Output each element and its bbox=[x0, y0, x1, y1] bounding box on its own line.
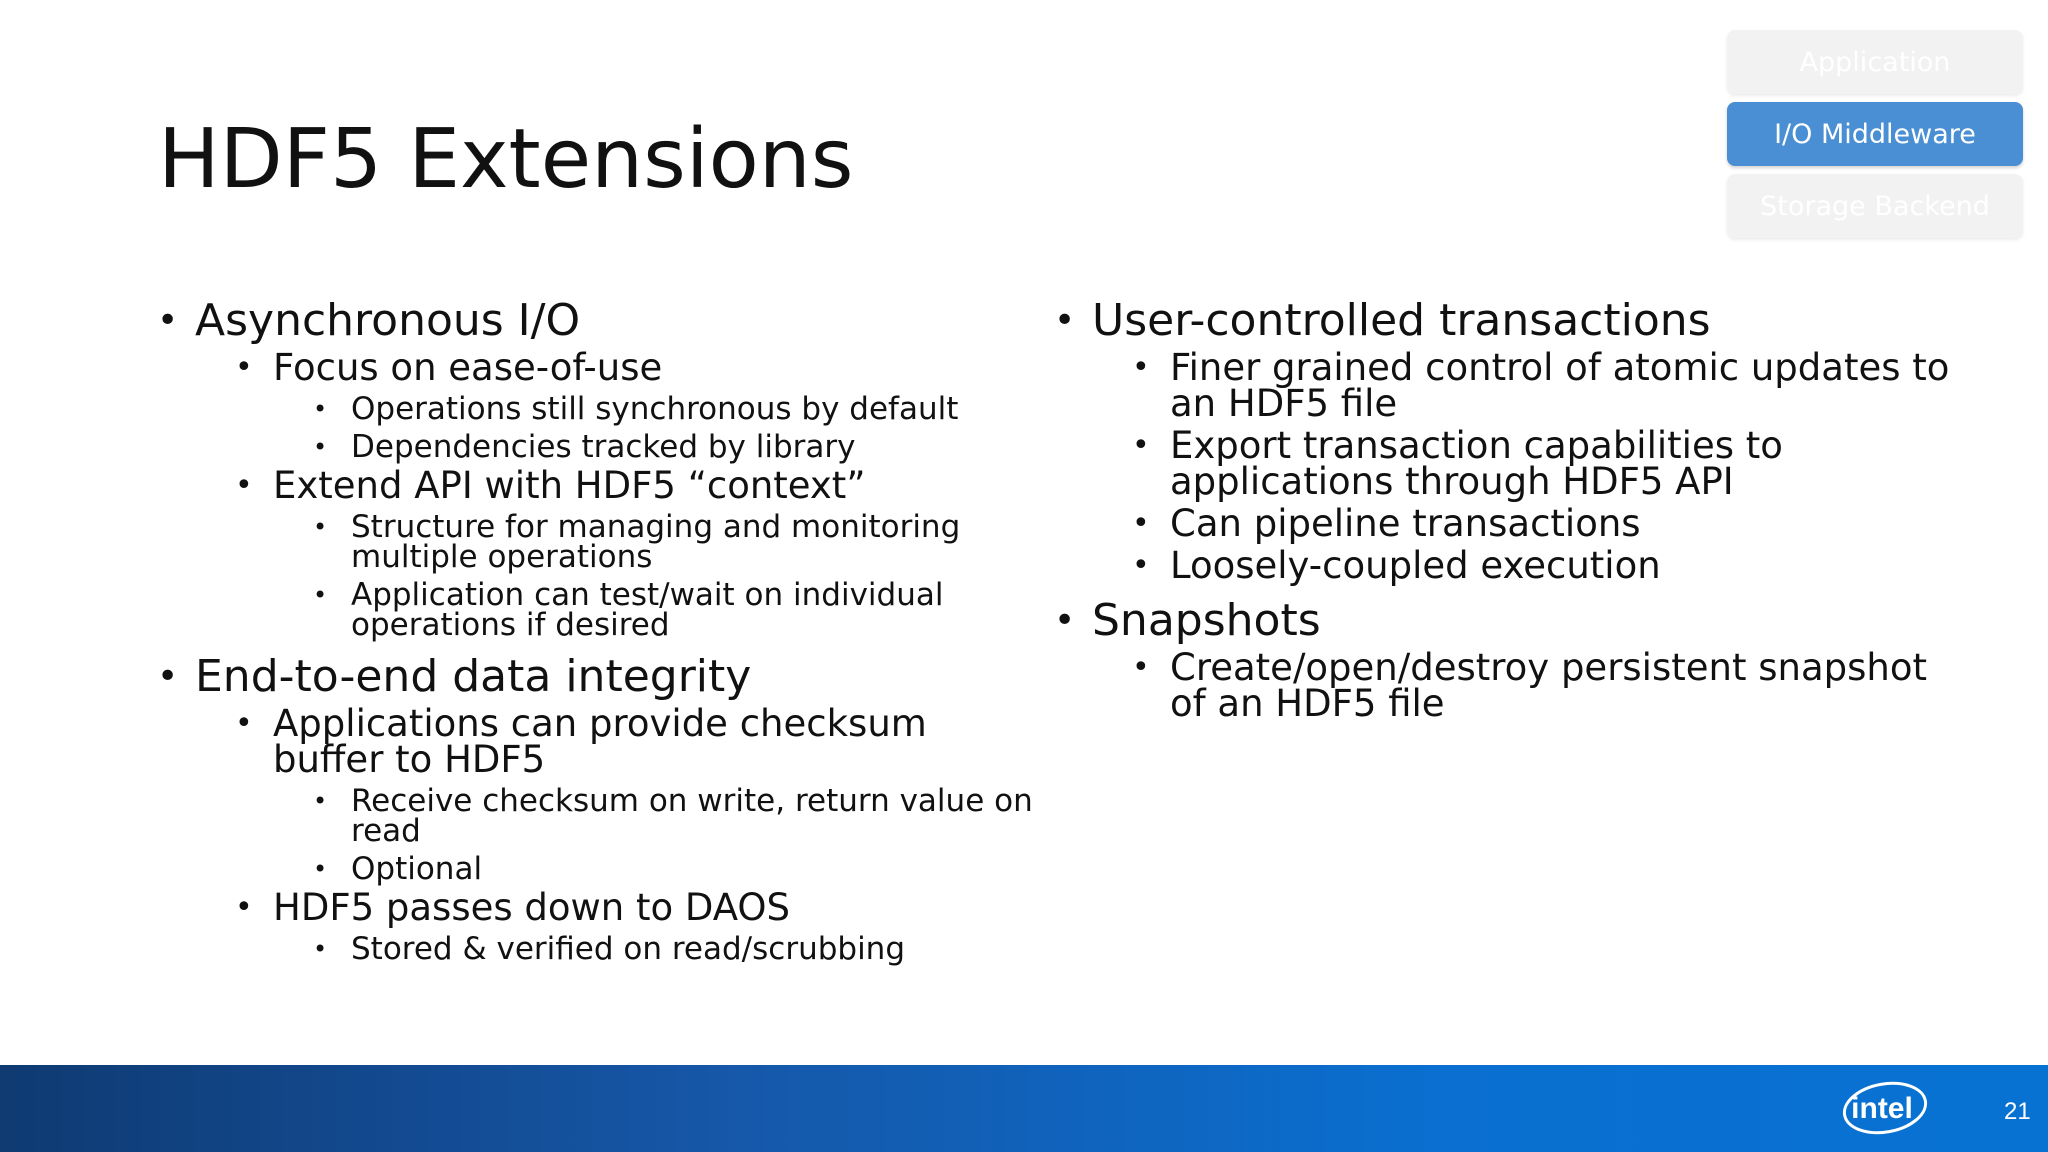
bullet-text: • Loosely-coupled execution bbox=[1170, 548, 1952, 584]
bullet-end-to-end-integrity bbox=[155, 651, 1035, 967]
bullet-text: • Export transaction capabilities to applications through HDF5 API bbox=[1170, 428, 1952, 500]
slide-title: HDF5 Extensions bbox=[158, 112, 854, 207]
bullet-item bbox=[1092, 646, 1952, 725]
sub-bullet-item bbox=[273, 931, 1035, 967]
stack-item-application: Application bbox=[1727, 30, 2023, 94]
bullet-text: • Applications can provide checksum buffer to HDF5 bbox=[273, 706, 1035, 778]
bullet-text: • Extend API with HDF5 “context” bbox=[273, 468, 1035, 504]
bullet-item bbox=[1092, 544, 1952, 587]
intel-logo bbox=[1840, 1078, 1930, 1140]
sub-bullet-item bbox=[273, 429, 1035, 465]
sub-bullet-text: • Operations still synchronous by default bbox=[351, 394, 1035, 424]
bullet-item bbox=[1092, 346, 1952, 425]
bullet-asynchronous-io bbox=[155, 295, 1035, 643]
sub-bullet-text: • Dependencies tracked by library bbox=[351, 432, 1035, 462]
sub-bullet-text: • Optional bbox=[351, 854, 1035, 884]
bullet-text: • Can pipeline transactions bbox=[1170, 506, 1952, 542]
page-number: 21 bbox=[2004, 1098, 2031, 1125]
sub-bullet-item bbox=[273, 509, 1035, 575]
sub-bullet-text: • Application can test/wait on individual operations if desired bbox=[351, 580, 1035, 640]
sub-bullet-item bbox=[273, 391, 1035, 427]
stack-item-io-middleware: I/O Middleware bbox=[1727, 102, 2023, 166]
sub-bullet-text: • Receive checksum on write, return value on read bbox=[351, 786, 1035, 846]
sub-bullet-item bbox=[273, 783, 1035, 849]
bullet-heading: • Snapshots bbox=[1092, 598, 1952, 644]
bullet-text: • Focus on ease-of-use bbox=[273, 350, 1035, 386]
bullet-text: • Create/open/destroy persistent snapshot of an HDF5 file bbox=[1170, 650, 1952, 722]
left-column bbox=[155, 295, 1035, 967]
bullet-text: • HDF5 passes down to DAOS bbox=[273, 890, 1035, 926]
bullet-item bbox=[1092, 424, 1952, 503]
intel-logo-text: intel bbox=[1851, 1092, 1913, 1125]
sub-bullet-text: • Structure for managing and monitoring multiple operations bbox=[351, 512, 1035, 572]
bullet-text: • Finer grained control of atomic updates to an HDF5 file bbox=[1170, 350, 1952, 422]
sub-bullet-text: • Stored & verified on read/scrubbing bbox=[351, 934, 1035, 964]
bullet-item bbox=[1092, 502, 1952, 545]
stack-item-storage-backend: Storage Backend bbox=[1727, 174, 2023, 238]
bullet-item bbox=[195, 346, 1035, 465]
sub-bullet-item bbox=[273, 577, 1035, 643]
bullet-user-controlled-transactions bbox=[1052, 295, 1952, 587]
bullet-heading: • Asynchronous I/O bbox=[195, 298, 1035, 344]
bullet-snapshots bbox=[1052, 595, 1952, 725]
bullet-heading: • End-to-end data integrity bbox=[195, 654, 1035, 700]
bullet-item bbox=[195, 702, 1035, 887]
footer-bar bbox=[0, 1065, 2048, 1152]
bullet-item bbox=[195, 464, 1035, 643]
bullet-heading: • User-controlled transactions bbox=[1092, 298, 1952, 344]
right-column bbox=[1052, 295, 1952, 725]
sub-bullet-item bbox=[273, 851, 1035, 887]
bullet-item bbox=[195, 886, 1035, 967]
